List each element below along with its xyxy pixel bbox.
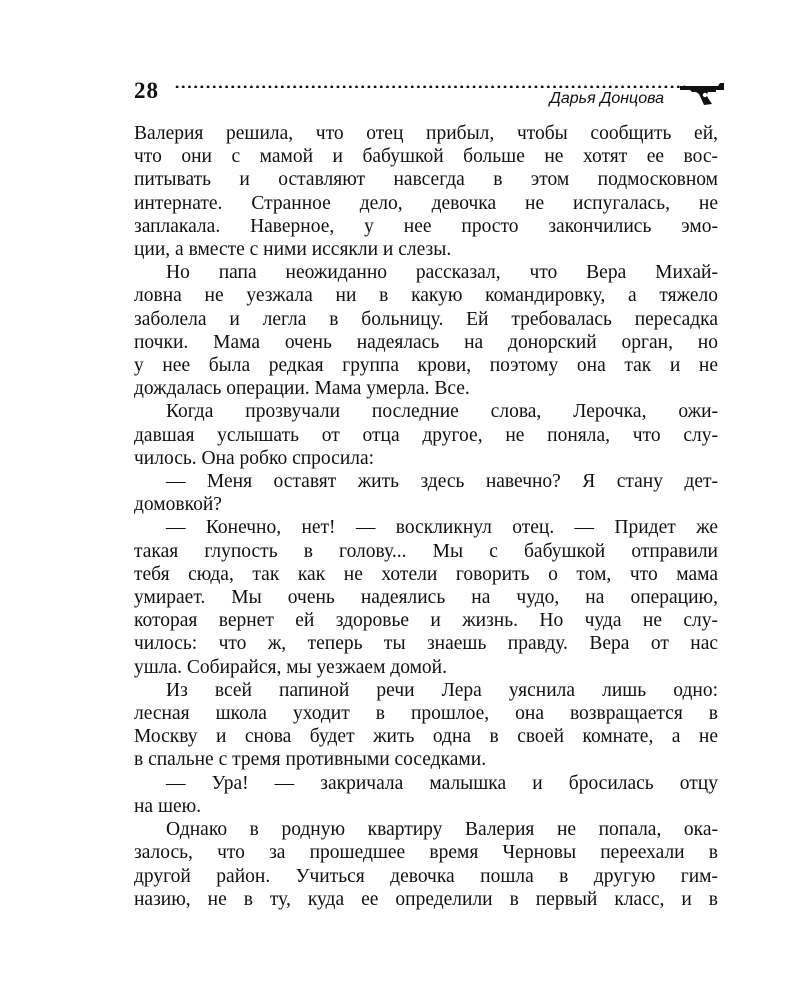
text-line: другой район. Учиться девочка пошла в другую гим- [134, 865, 718, 887]
dot-leader-divider [174, 85, 686, 88]
text-line: давшая услышать от отца другое, не поняла, что слу- [134, 424, 718, 446]
text-line: Когда прозвучали последние слова, Лерочка, ожи- [166, 401, 718, 423]
text-line: — Ура! — закричала малышка и бросилась отцу [166, 772, 718, 794]
text-line: тебя сюда, так как не хотели говорить о том, что мама [134, 563, 718, 585]
text-line: почки. Мама очень надеялась на донорский орган, но [134, 331, 718, 353]
text-line: которая вернет ей здоровье и жизнь. Но чуда не слу- [134, 610, 718, 632]
text-line: чилось: что ж, теперь ты знаешь правду. Вера от нас [134, 633, 718, 655]
text-line: на шею. [134, 795, 202, 817]
author-name: Дарья Донцова [549, 90, 664, 107]
text-line: дождалась операции. Мама умерла. Все. [134, 378, 470, 400]
text-line: — Меня оставят жить здесь навечно? Я стану дет- [166, 471, 718, 493]
text-line: умирает. Мы очень надеялись на чудо, на операцию, [134, 587, 718, 609]
text-line: ции, а вместе с ними иссякли и слезы. [134, 239, 452, 261]
text-line: Москву и снова будет жить одна в своей комнате, а не [134, 726, 718, 748]
text-line: интернате. Странное дело, девочка не испугалась, не [134, 192, 718, 214]
text-line: лесная школа уходит в прошлое, она возвращается в [134, 703, 718, 725]
text-line: ловна не уезжала ни в какую командировку, а тяжело [134, 285, 718, 307]
text-body [134, 122, 718, 911]
running-header [134, 76, 724, 110]
pistol-icon [678, 80, 726, 106]
text-line: домовкой? [134, 494, 222, 516]
text-line: ушла. Собирайся, мы уезжаем домой. [134, 656, 447, 678]
text-line: чилось. Она робко спросила: [134, 447, 375, 469]
text-line: что они с мамой и бабушкой больше не хотят ее вос- [134, 146, 718, 168]
text-line: Однако в родную квартиру Валерия не попала, ока- [166, 819, 718, 841]
text-line: питывать и оставляют навсегда в этом подмосковном [134, 169, 718, 191]
text-line: Валерия решила, что отец прибыл, чтобы сообщить ей, [134, 123, 718, 144]
text-line: в спальне с тремя противными соседками. [134, 749, 487, 771]
text-line: назию, не в ту, куда ее определили в первый класс, и в [134, 888, 718, 910]
text-line: у нее была редкая группа крови, поэтому она так и не [134, 355, 718, 377]
text-line: — Конечно, нет! — воскликнул отец. — Придет же [166, 517, 718, 539]
text-line: Из всей папиной речи Лера уяснила лишь одно: [166, 679, 718, 701]
page-number: 28 [134, 78, 159, 103]
text-line: заплакала. Наверное, у нее просто закончились эмо- [134, 215, 718, 237]
text-line: Но папа неожиданно рассказал, что Вера Михай- [166, 262, 718, 284]
text-line: залось, что за прошедшее время Черновы переехали в [134, 842, 718, 864]
text-line: такая глупость в голову... Мы с бабушкой отправили [134, 540, 718, 562]
text-line: заболела и легла в больницу. Ей требовалась пересадка [134, 308, 718, 330]
